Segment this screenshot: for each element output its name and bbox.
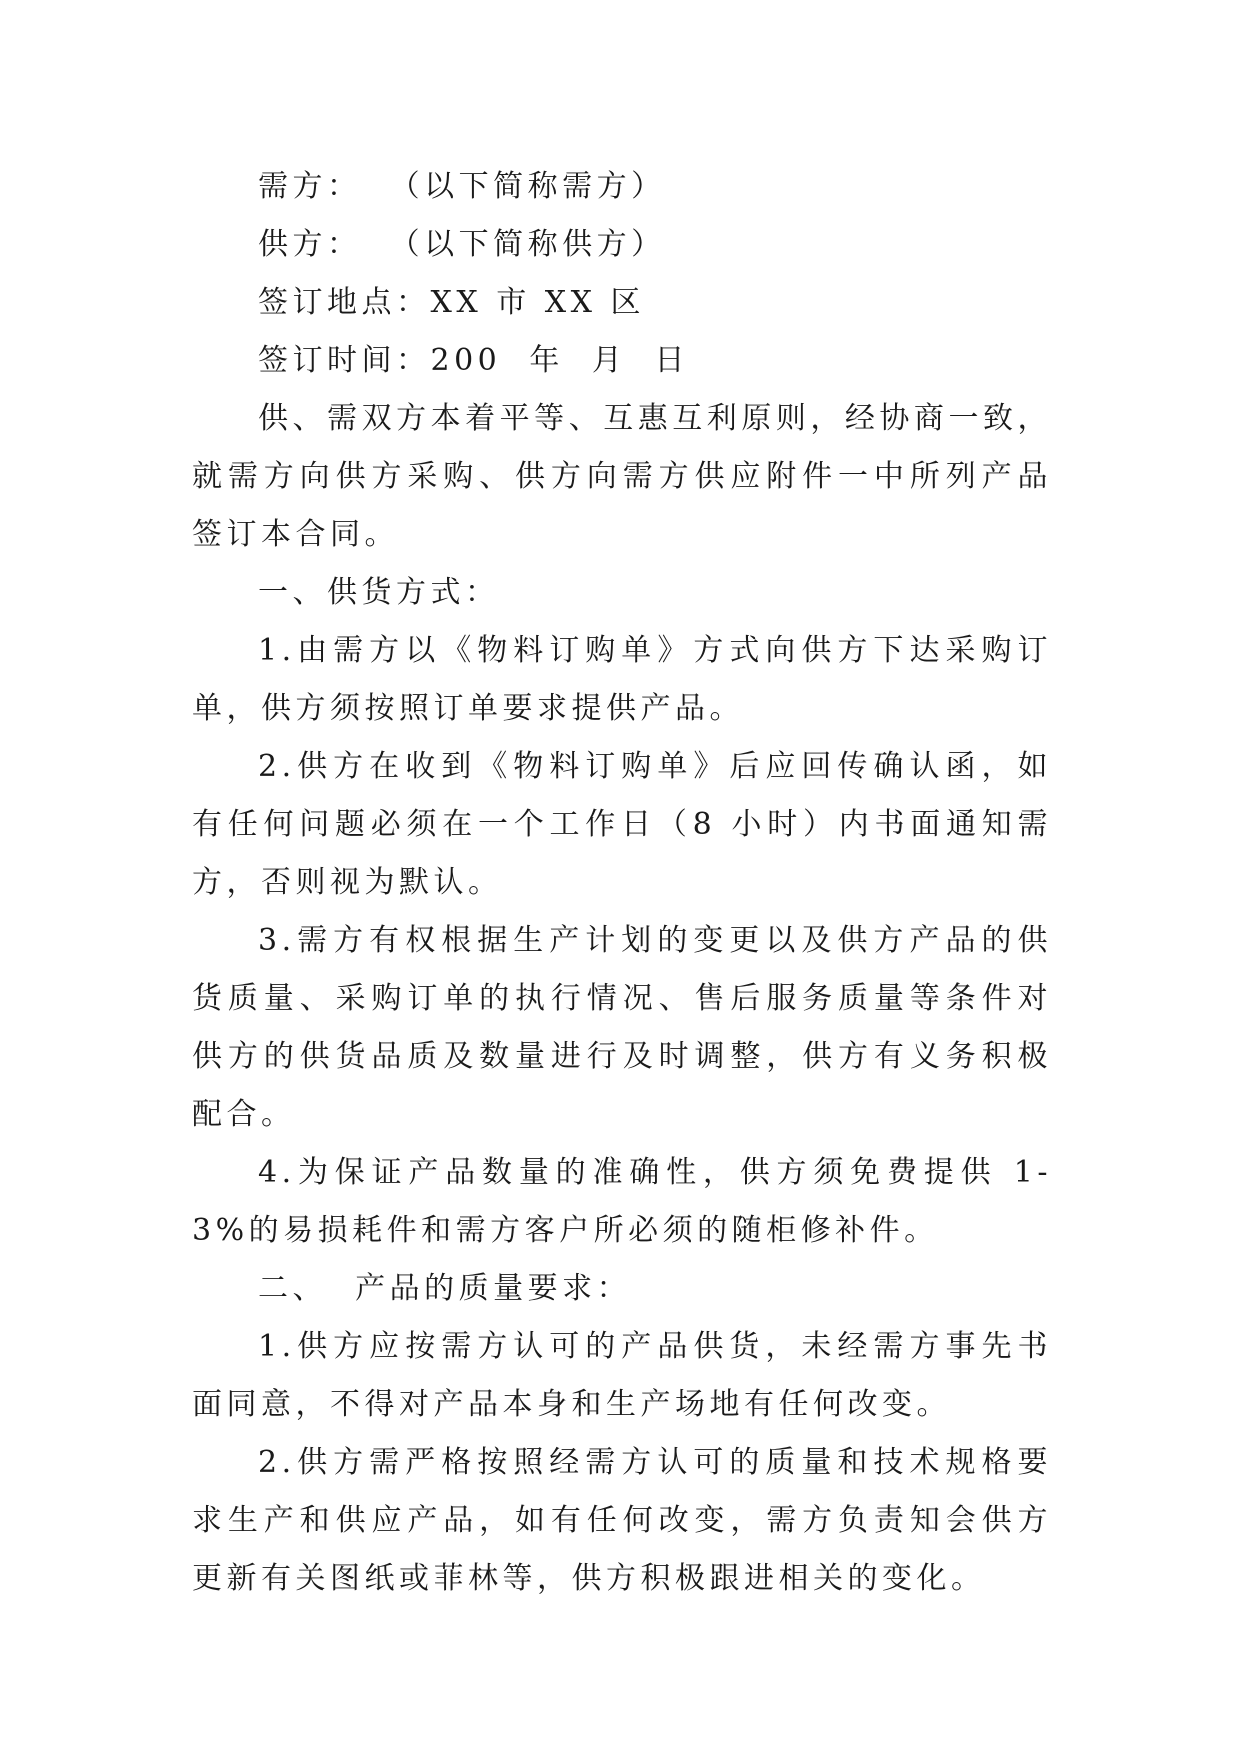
section-1-item-3: 3.需方有权根据生产计划的变更以及供方产品的供货质量、采购订单的执行情况、售后服务质量等条件对供方的供货品质及数量进行及时调整，供方有义务积极配合。 — [192, 923, 1052, 1132]
section-2-item-1: 1.供方应按需方认可的产品供货，未经需方事先书面同意，不得对产品本身和生产场地有任何改变。 — [192, 1329, 1052, 1422]
buyer-line: 需方： （以下简称需方） — [258, 169, 666, 204]
section-1-title: 一、供货方式： — [258, 575, 500, 610]
supplier-line: 供方： （以下简称供方） — [258, 227, 666, 262]
section-1-item-1: 1.由需方以《物料订购单》方式向供方下达采购订单，供方须按照订单要求提供产品。 — [192, 633, 1052, 726]
intro-paragraph: 供、需双方本着平等、互惠互利原则，经协商一致，就需方向供方采购、供方向需方供应附件一中所列产品签订本合同。 — [192, 401, 1052, 552]
section-2-title: 二、 产品的质量要求： — [258, 1271, 632, 1306]
contract-body — [192, 158, 1052, 1608]
section-1-item-4: 4.为保证产品数量的准确性，供方须免费提供 1-3%的易损耗件和需方客户所必须的随柜修补件。 — [192, 1155, 1052, 1248]
section-1-item-2: 2.供方在收到《物料订购单》后应回传确认函，如有任何问题必须在一个工作日（8 小时）内书面通知需方，否则视为默认。 — [192, 749, 1052, 900]
section-2-item-2: 2.供方需严格按照经需方认可的质量和技术规格要求生产和供应产品，如有任何改变，需方负责知会供方更新有关图纸或菲林等，供方积极跟进相关的变化。 — [192, 1445, 1052, 1596]
signing-place-line: 签订地点：XX 市 XX 区 — [258, 285, 646, 320]
signing-date-line: 签订时间：200 年 月 日 — [258, 343, 689, 378]
